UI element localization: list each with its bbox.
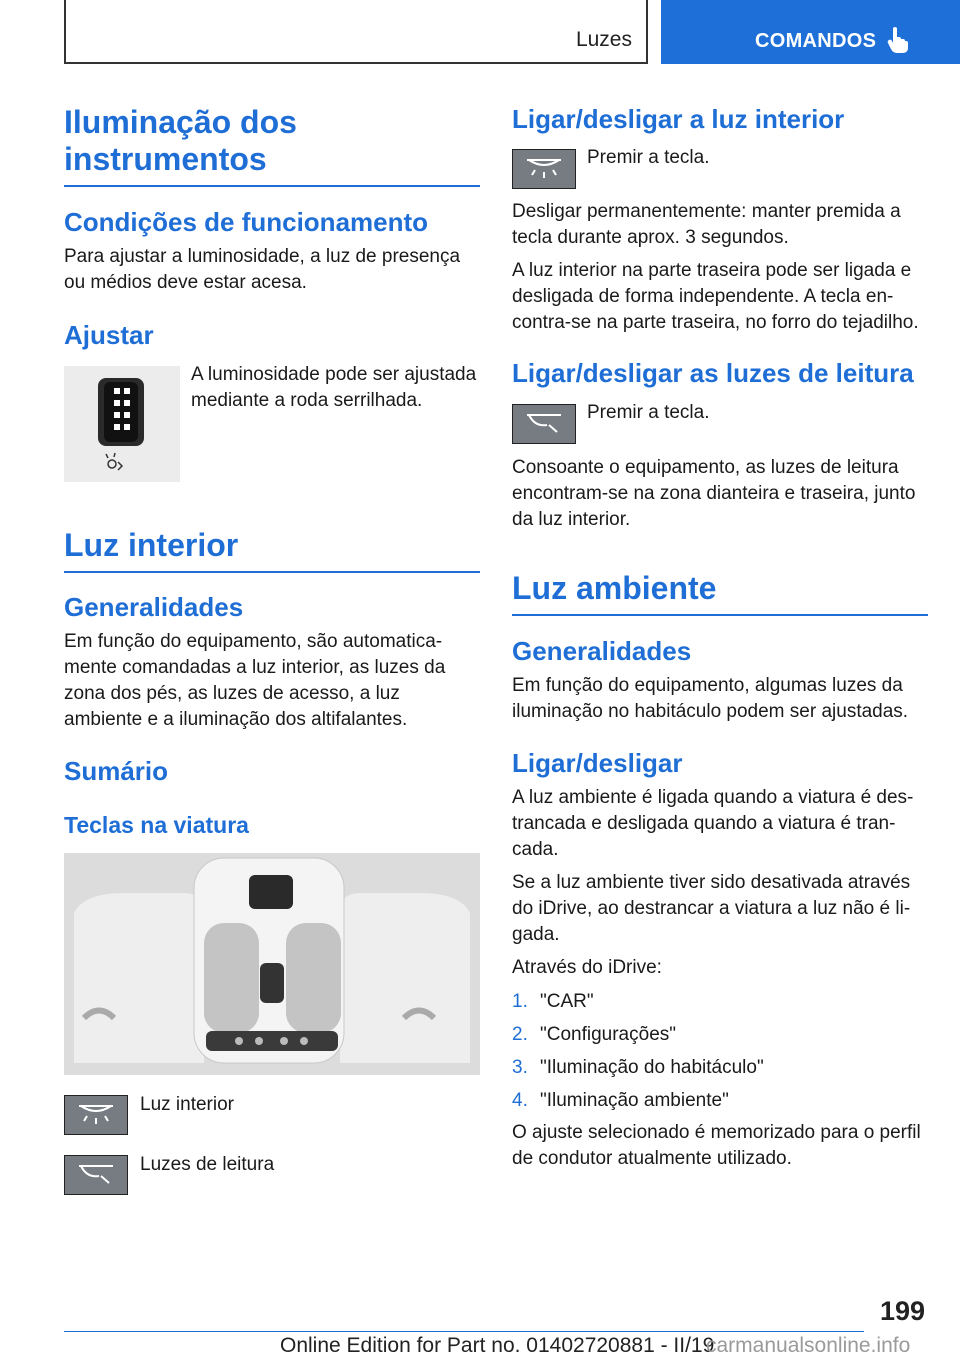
ambient-general-block xyxy=(512,636,928,725)
toggle-interior-block xyxy=(512,104,928,135)
toggle-interior-press-text: Premir a tecla. xyxy=(587,147,710,168)
edition-text: Online Edition for Part no. 01402720881 - II/19 xyxy=(280,1334,715,1357)
conditions-block xyxy=(64,207,480,296)
key-reading-text: Luzes de leitura xyxy=(140,1154,275,1175)
toggle-reading-heading: Ligar/desligar as luzes de leitura xyxy=(512,358,914,388)
header-frame xyxy=(64,0,648,64)
toggle-reading-press-text: Premir a tecla. xyxy=(587,402,710,423)
generalities-text: Em função do equipamento, são automatica-mente comandadas a luz interior, as luzes da zona dos pés, as luzes de acesso, a luz ambiente e a iluminação dos altifalantes. xyxy=(64,631,446,730)
ambient-toggle-text2: Se a luz ambiente tiver sido desativada através do iDrive, ao destrancar a viatura a luz não é li-gada. xyxy=(512,872,911,945)
chapter-tab[interactable] xyxy=(661,0,960,64)
summary-block xyxy=(64,756,480,787)
ambient-section xyxy=(512,570,928,616)
thumbwheel-illustration xyxy=(64,366,180,482)
adjust-block xyxy=(64,320,480,351)
ambient-title-rule xyxy=(512,614,928,616)
page-number: 199 xyxy=(880,1296,926,1326)
instruments-section xyxy=(64,104,480,187)
toggle-interior-press xyxy=(587,145,709,171)
via-idrive-text: Através do iDrive: xyxy=(512,957,662,978)
chapter-tab-label: COMANDOS xyxy=(755,30,877,52)
reading-light-key-icon xyxy=(512,404,576,444)
instruments-title: Iluminação dos instrumentos xyxy=(64,104,297,177)
step-number: 3. xyxy=(512,1057,528,1078)
ambient-title: Luz ambiente xyxy=(512,570,717,606)
adjust-text: A luminosidade pode ser ajustada mediante a roda serrilhada. xyxy=(191,364,477,411)
interior-title: Luz interior xyxy=(64,527,239,563)
interior-title-rule xyxy=(64,571,480,573)
dimmer-wheel-image xyxy=(64,366,180,482)
toggle-interior-body xyxy=(512,199,928,336)
footer-rule xyxy=(64,1331,864,1332)
key-reading-label xyxy=(140,1152,274,1178)
generalities-block xyxy=(64,592,480,733)
step-text: "CAR" xyxy=(540,991,594,1012)
buttons-block xyxy=(64,812,480,839)
pointing-hand-icon xyxy=(887,26,909,54)
buttons-heading: Teclas na viatura xyxy=(64,812,249,838)
toggle-interior-text2: A luz interior na parte traseira pode ser ligada e desligada de forma independente. A tecla en-contra-se na parte traseira, no forro do tejadilho. xyxy=(512,260,919,333)
roof-console-illustration xyxy=(64,853,480,1075)
key-interior-text: Luz interior xyxy=(140,1094,234,1115)
step-number: 2. xyxy=(512,1024,528,1045)
step-number: 1. xyxy=(512,991,528,1012)
toggle-interior-heading: Ligar/desligar a luz interior xyxy=(512,104,845,134)
interior-light-key-icon xyxy=(512,149,576,189)
header-section-title: Luzes xyxy=(575,28,632,51)
adjust-heading: Ajustar xyxy=(64,320,154,350)
adjust-text-block xyxy=(191,362,480,414)
step-text: "Configurações" xyxy=(540,1024,677,1045)
toggle-reading-press xyxy=(587,400,709,426)
reading-light-key-icon xyxy=(64,1155,128,1195)
ambient-toggle-block xyxy=(512,748,928,981)
toggle-reading-body xyxy=(512,455,928,533)
roof-console-image xyxy=(64,853,480,1075)
toggle-interior-text1: Desligar permanentemente: manter premida a tecla durante aprox. 3 segundos. xyxy=(512,201,901,248)
closing-block xyxy=(512,1120,928,1172)
interior-section xyxy=(64,527,480,573)
watermark-text: carmanualsonline.info xyxy=(706,1334,911,1357)
ambient-general-text: Em função do equipamento, algumas luzes da iluminação no habitáculo podem ser ajustadas. xyxy=(512,675,909,722)
toggle-reading-text: Consoante o equipamento, as luzes de leitura encontram-se na zona dianteira e traseira, junto da luz interior. xyxy=(512,457,916,530)
step-number: 4. xyxy=(512,1090,528,1111)
step-text: "Iluminação ambiente" xyxy=(540,1090,729,1111)
generalities-heading: Generalidades xyxy=(64,592,244,622)
key-interior-label xyxy=(140,1092,234,1118)
ambient-toggle-text1: A luz ambiente é ligada quando a viatura é des-trancada e desligada quando a viatura é tran-cada. xyxy=(512,787,914,860)
conditions-heading: Condições de funcionamento xyxy=(64,207,429,237)
step-text: "Iluminação do habitáculo" xyxy=(540,1057,764,1078)
ambient-general-heading: Generalidades xyxy=(512,636,692,666)
toggle-reading-block xyxy=(512,358,928,389)
ambient-toggle-heading: Ligar/desligar xyxy=(512,748,683,778)
conditions-text: Para ajustar a luminosidade, a luz de presença ou médios deve estar acesa. xyxy=(64,246,461,293)
title-rule xyxy=(64,185,480,187)
interior-light-key-icon xyxy=(64,1095,128,1135)
closing-text: O ajuste selecionado é memorizado para o perfil de condutor atualmente utilizado. xyxy=(512,1122,921,1169)
summary-heading: Sumário xyxy=(64,756,169,786)
